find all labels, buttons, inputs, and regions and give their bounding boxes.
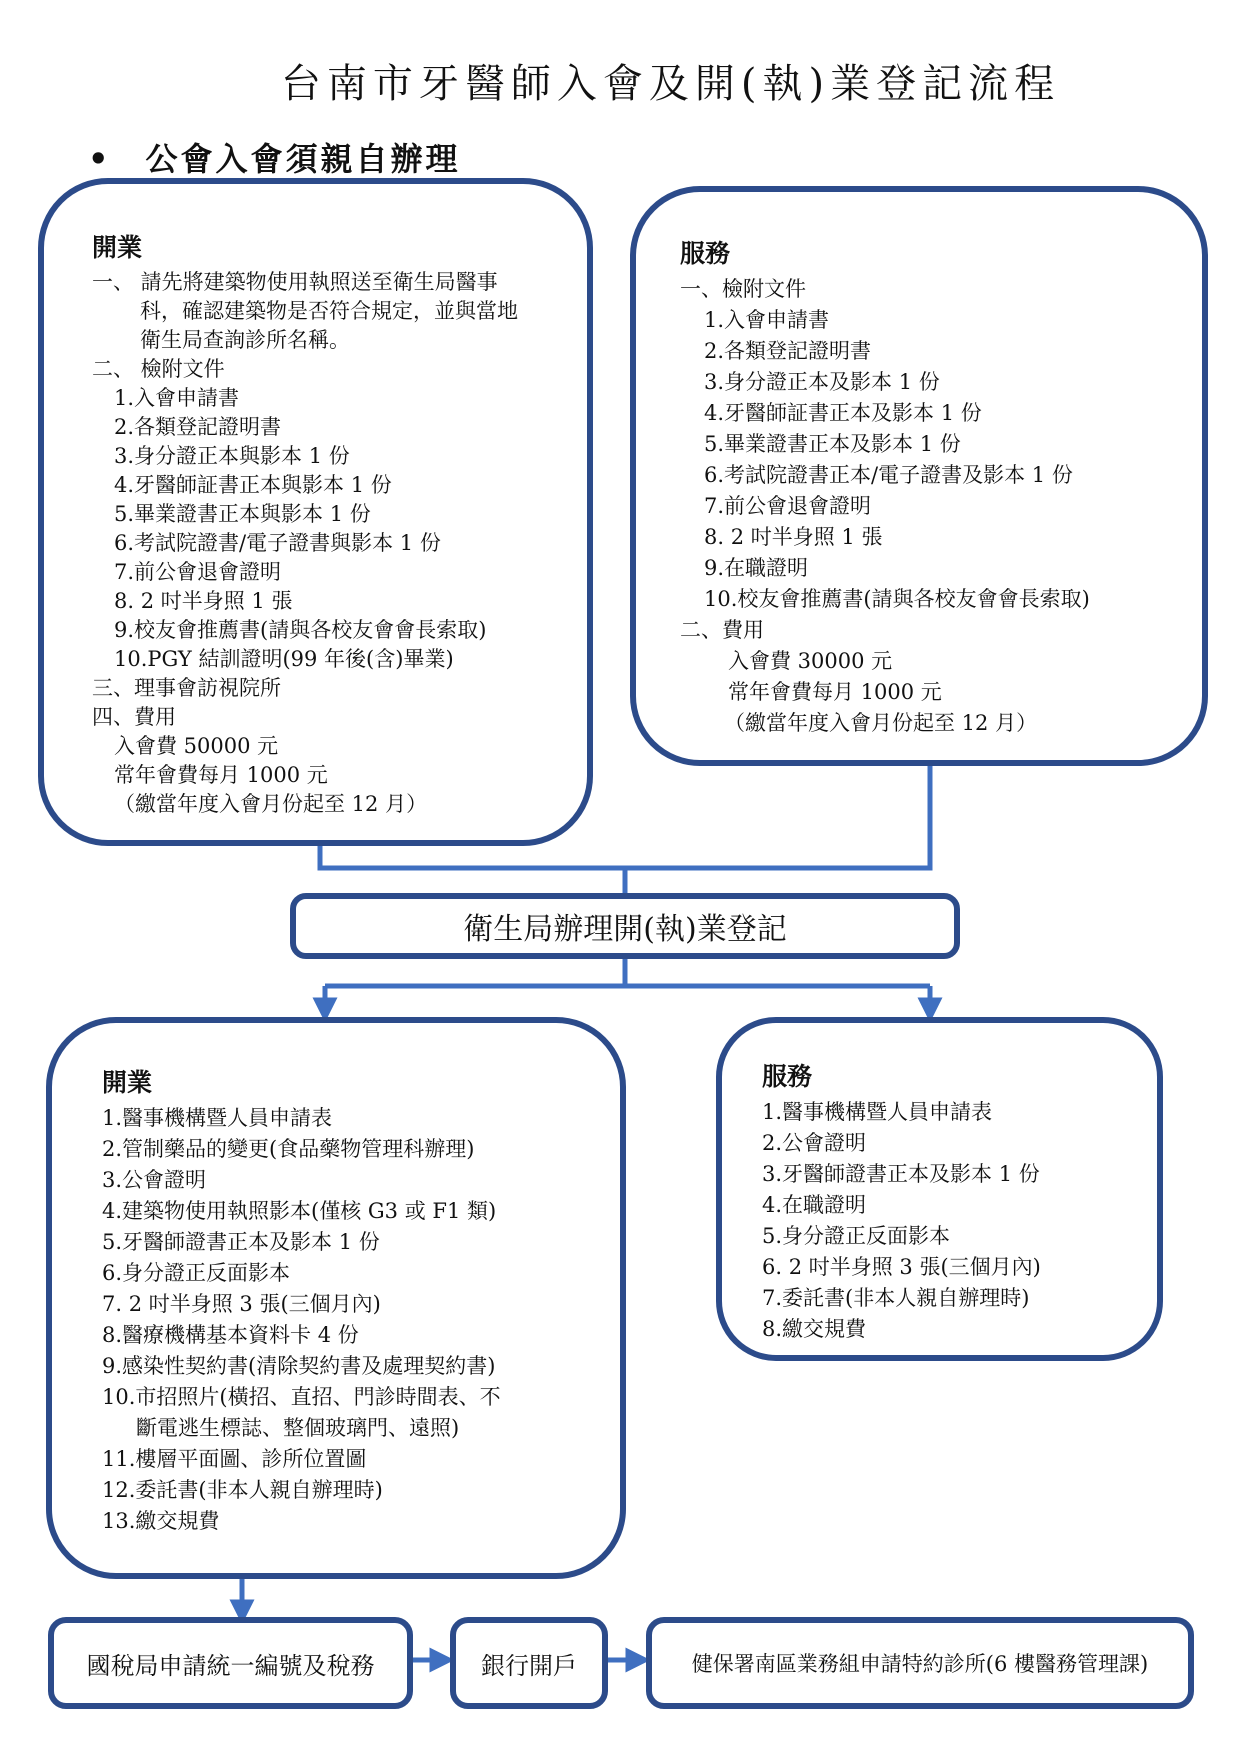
list-item: 二、費用: [680, 618, 764, 642]
list-item: 8. 2 吋半身照 1 張: [704, 525, 883, 549]
list-item: 四、費用: [92, 705, 176, 729]
list-item: 13.繳交規費: [102, 1509, 220, 1533]
list-item: 衛生局查詢診所名稱。: [140, 328, 350, 352]
list-item: 二、 檢附文件: [92, 357, 225, 381]
list-item: 7.委託書(非本人親自辦理時): [762, 1286, 1030, 1310]
tax-office-label: 國稅局申請統一編號及稅務: [86, 1651, 375, 1680]
list-item: 6. 2 吋半身照 3 張(三個月內): [762, 1255, 1041, 1279]
list-item: 1.入會申請書: [704, 308, 830, 332]
list-item: 1.入會申請書: [114, 386, 240, 410]
list-item: 常年會費每月 1000 元: [114, 763, 328, 787]
association-open-heading: 開業: [92, 233, 143, 262]
list-item: 4.牙醫師証書正本與影本 1 份: [114, 473, 392, 497]
list-item: 4.在職證明: [762, 1193, 867, 1217]
list-item: （繳當年度入會月份起至 12 月）: [114, 792, 428, 816]
bureau-service-box: [716, 1017, 1163, 1361]
bureau-service-heading: 服務: [762, 1062, 813, 1091]
bureau-open-heading: 開業: [102, 1068, 153, 1097]
list-item: 11.樓層平面圖、診所位置圖: [102, 1447, 367, 1471]
list-item: 5.畢業證書正本及影本 1 份: [704, 432, 961, 456]
bank-label: 銀行開戶: [481, 1651, 577, 1680]
list-item: 12.委託書(非本人親自辦理時): [102, 1478, 383, 1502]
bank-box: [450, 1617, 608, 1709]
list-item: （繳當年度入會月份起至 12 月）: [724, 711, 1038, 735]
list-item: 2.各類登記證明書: [704, 339, 872, 363]
list-item: 3.身分證正本及影本 1 份: [704, 370, 940, 394]
list-item: 常年會費每月 1000 元: [728, 680, 942, 704]
list-item: 7. 2 吋半身照 3 張(三個月內): [102, 1292, 381, 1316]
list-item: 6.考試院證書正本/電子證書及影本 1 份: [704, 463, 1073, 487]
nhi-box: [646, 1617, 1194, 1709]
list-item: 3.牙醫師證書正本及影本 1 份: [762, 1162, 1040, 1186]
list-item: 一、檢附文件: [680, 277, 806, 301]
list-item: 斷電逃生標誌、整個玻璃門、遠照): [136, 1416, 460, 1440]
list-item: 5.畢業證書正本與影本 1 份: [114, 502, 371, 526]
in-person-note: [88, 134, 460, 180]
association-service-box: [630, 186, 1208, 766]
list-item: 10.市招照片(橫招、直招、門診時間表、不: [102, 1385, 501, 1409]
list-item: 4.建築物使用執照影本(僅核 G3 或 F1 類): [102, 1199, 497, 1223]
list-item: 9.在職證明: [704, 556, 809, 580]
tax-office-box: [48, 1617, 413, 1709]
health-bureau-box: [290, 893, 960, 959]
association-open-box: [38, 178, 593, 846]
list-item: 2.公會證明: [762, 1131, 867, 1155]
list-item: 3.身分證正本與影本 1 份: [114, 444, 350, 468]
bullet-icon: •: [88, 140, 112, 178]
list-item: 5.牙醫師證書正本及影本 1 份: [102, 1230, 380, 1254]
list-item: 入會費 30000 元: [728, 649, 893, 673]
list-item: 10.校友會推薦書(請與各校友會會長索取): [704, 587, 1090, 611]
list-item: 入會費 50000 元: [114, 734, 279, 758]
list-item: 2.各類登記證明書: [114, 415, 282, 439]
list-item: 9.感染性契約書(清除契約書及處理契約書): [102, 1354, 496, 1378]
page-title: 台南市牙醫師入會及開(執)業登記流程: [280, 61, 1061, 107]
list-item: 8.繳交規費: [762, 1317, 867, 1341]
list-item: 5.身分證正反面影本: [762, 1224, 951, 1248]
list-item: 6.考試院證書/電子證書與影本 1 份: [114, 531, 441, 555]
list-item: 2.管制藥品的變更(食品藥物管理科辦理): [102, 1137, 475, 1161]
list-item: 三、理事會訪視院所: [92, 676, 281, 700]
list-item: 一、 請先將建築物使用執照送至衛生局醫事: [92, 270, 498, 294]
list-item: 1.醫事機構暨人員申請表: [762, 1100, 993, 1124]
bureau-open-box: [46, 1017, 626, 1579]
list-item: 4.牙醫師証書正本及影本 1 份: [704, 401, 982, 425]
list-item: 7.前公會退會證明: [704, 494, 872, 518]
health-bureau-label: 衛生局辦理開(執)業登記: [463, 912, 787, 947]
list-item: 6.身分證正反面影本: [102, 1261, 291, 1285]
list-item: 8.醫療機構基本資料卡 4 份: [102, 1323, 359, 1347]
nhi-label: 健保署南區業務組申請特約診所(6 樓醫務管理課): [691, 1652, 1149, 1676]
list-item: 8. 2 吋半身照 1 張: [114, 589, 293, 613]
list-item: 1.醫事機構暨人員申請表: [102, 1106, 333, 1130]
list-item: 3.公會證明: [102, 1168, 207, 1192]
list-item: 10.PGY 結訓證明(99 年後(含)畢業): [114, 647, 454, 671]
list-item: 9.校友會推薦書(請與各校友會會長索取): [114, 618, 487, 642]
note-text: 公會入會須親自辦理: [145, 140, 461, 178]
association-service-heading: 服務: [680, 239, 731, 268]
list-item: 科，確認建築物是否符合規定，並與當地: [140, 299, 518, 323]
list-item: 7.前公會退會證明: [114, 560, 282, 584]
